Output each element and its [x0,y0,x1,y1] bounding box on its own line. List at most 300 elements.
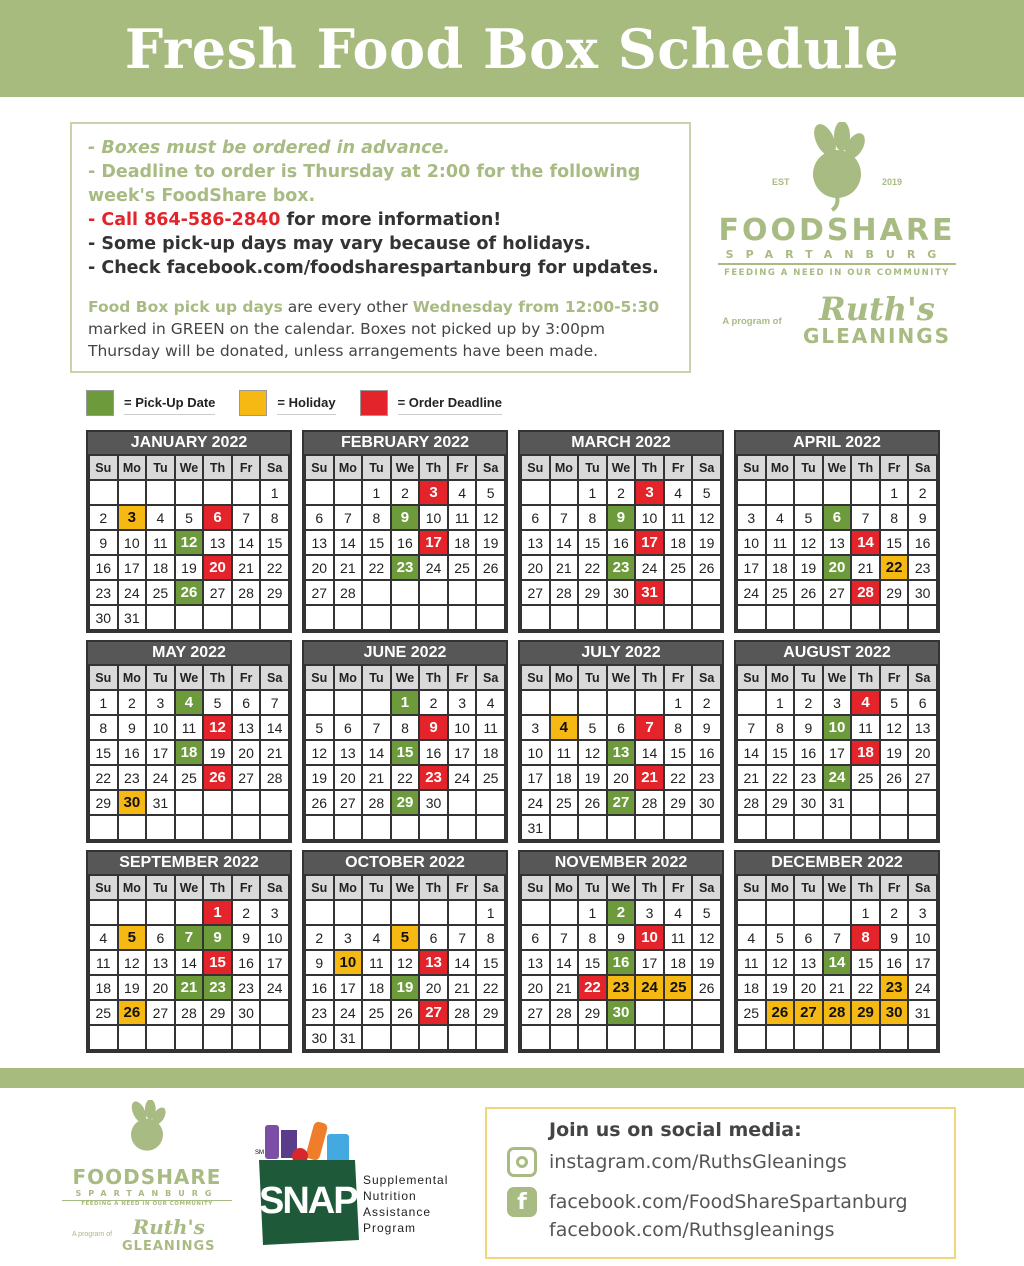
day-cell: 1 [578,480,607,505]
week-row [305,555,505,580]
day-cell: 22 [391,765,420,790]
week-row [737,975,937,1000]
empty-cell [607,690,636,715]
month-calendar [86,850,292,1053]
empty-cell [175,900,204,925]
deadline-day-cell: 10 [635,925,664,950]
empty-cell [232,480,261,505]
month-title: MAY 2022 [88,642,290,664]
day-cell: 22 [260,555,289,580]
day-cell: 7 [448,925,477,950]
week-row [521,950,721,975]
day-cell: 9 [794,715,823,740]
empty-cell [203,1025,232,1050]
day-cell: 27 [203,580,232,605]
day-cell: 5 [692,480,721,505]
empty-cell [232,815,261,840]
deadline-day-cell: 7 [635,715,664,740]
weekday-header: Mo [550,875,579,900]
week-row [89,715,289,740]
holiday-day-cell: 22 [880,555,909,580]
day-cell: 25 [89,1000,118,1025]
pickup-day-cell: 9 [203,925,232,950]
day-cell: 30 [794,790,823,815]
empty-cell [794,480,823,505]
instagram-icon [507,1147,537,1177]
day-cell: 12 [692,925,721,950]
weekday-header: Tu [146,875,175,900]
day-cell: 24 [635,555,664,580]
day-cell: 16 [118,740,147,765]
day-cell: 27 [521,1000,550,1025]
day-cell: 19 [692,530,721,555]
empty-cell [146,815,175,840]
day-cell: 26 [391,1000,420,1025]
empty-cell [118,815,147,840]
day-cell: 20 [146,975,175,1000]
day-cell: 11 [851,715,880,740]
foodshare-logo-small: FOODSHARE SPARTANBURG FEEDING A NEED IN OUR COMMUNITY A program of Ruth's GLEANINGS [62,1100,232,1254]
day-cell: 17 [334,975,363,1000]
empty-cell [823,900,852,925]
empty-cell [635,605,664,630]
day-cell: 27 [908,765,937,790]
empty-cell [448,1025,477,1050]
empty-cell [851,480,880,505]
pickup-day-cell: 24 [823,765,852,790]
day-cell: 8 [89,715,118,740]
day-cell: 24 [908,975,937,1000]
empty-cell [766,605,795,630]
pickup-day-cell: 19 [391,975,420,1000]
holiday-day-cell: 29 [851,1000,880,1025]
day-cell: 2 [118,690,147,715]
week-row [89,480,289,505]
empty-cell [89,1025,118,1050]
facebook-link[interactable]: facebook.com/FoodShareSpartanburg [549,1191,908,1213]
day-cell: 25 [362,1000,391,1025]
empty-cell [476,605,505,630]
day-cell: 13 [794,950,823,975]
deadline-day-cell: 13 [419,950,448,975]
empty-cell [823,480,852,505]
day-cell: 8 [391,715,420,740]
empty-cell [664,580,693,605]
day-cell: 20 [908,740,937,765]
deadline-day-cell: 12 [203,715,232,740]
day-cell: 30 [607,580,636,605]
day-cell: 23 [692,765,721,790]
day-cell: 24 [521,790,550,815]
day-cell: 28 [260,765,289,790]
day-cell: 15 [476,950,505,975]
day-cell: 15 [89,740,118,765]
month-calendar [302,430,508,633]
weekday-header: Sa [476,665,505,690]
week-row [737,480,937,505]
day-cell: 26 [305,790,334,815]
day-cell: 5 [476,480,505,505]
day-cell: 26 [794,580,823,605]
day-cell: 16 [880,950,909,975]
day-cell: 6 [146,925,175,950]
day-cell: 4 [737,925,766,950]
week-row [89,530,289,555]
weekday-header: Tu [362,455,391,480]
weekday-header: Th [851,875,880,900]
pickup-day-cell: 2 [607,900,636,925]
empty-cell [305,480,334,505]
weekday-header: Th [203,875,232,900]
empty-cell [737,900,766,925]
day-cell: 13 [232,715,261,740]
empty-cell [607,605,636,630]
weekday-header: Mo [334,665,363,690]
day-cell: 21 [550,555,579,580]
day-cell: 29 [664,790,693,815]
weekday-header: Fr [448,455,477,480]
day-cell: 2 [607,480,636,505]
facebook-link[interactable]: facebook.com/Ruthsgleanings [549,1219,835,1241]
week-row [305,715,505,740]
day-cell: 20 [232,740,261,765]
week-row [89,900,289,925]
day-cell: 7 [737,715,766,740]
day-cell: 14 [635,740,664,765]
day-cell: 12 [794,530,823,555]
pickup-info: Food Box pick up days are every other Wednesday from 12:00-5:30 marked in GREEN on the calendar. Boxes not picked up by 3:00pm Thursday will be donated, unless arrangements have been made. [88,298,660,360]
day-cell: 25 [175,765,204,790]
week-row [89,975,289,1000]
day-cell: 21 [448,975,477,1000]
day-cell: 8 [362,505,391,530]
empty-cell [175,815,204,840]
day-cell: 9 [118,715,147,740]
empty-cell [146,480,175,505]
empty-cell [203,815,232,840]
weekday-header: We [391,665,420,690]
day-cell: 5 [175,505,204,530]
day-cell: 23 [89,580,118,605]
weekday-header: Fr [664,455,693,480]
day-cell: 29 [476,1000,505,1025]
holiday-day-cell: 26 [118,1000,147,1025]
empty-cell [175,480,204,505]
empty-cell [175,605,204,630]
weekday-header: We [823,455,852,480]
week-row [521,900,721,925]
empty-cell [737,815,766,840]
day-cell: 29 [203,1000,232,1025]
empty-cell [823,815,852,840]
day-cell: 11 [766,530,795,555]
weekday-header: Su [305,665,334,690]
empty-cell [334,900,363,925]
deadline-day-cell: 20 [203,555,232,580]
empty-cell [203,480,232,505]
day-cell: 23 [118,765,147,790]
day-cell: 12 [305,740,334,765]
weekday-header: Fr [880,665,909,690]
day-cell: 16 [391,530,420,555]
deadline-day-cell: 15 [203,950,232,975]
week-row [89,505,289,530]
day-cell: 1 [851,900,880,925]
week-row [305,900,505,925]
holiday-day-cell: 5 [118,925,147,950]
holiday-day-cell: 24 [635,975,664,1000]
instagram-link[interactable]: instagram.com/RuthsGleanings [549,1151,847,1173]
day-cell: 1 [260,480,289,505]
day-cell: 10 [260,925,289,950]
week-row [305,580,505,605]
month-title: NOVEMBER 2022 [520,852,722,874]
day-cell: 18 [664,950,693,975]
weekday-header: We [391,455,420,480]
deadline-day-cell: 17 [635,530,664,555]
weekday-header: Mo [766,875,795,900]
month-calendar [734,430,940,633]
day-cell: 10 [908,925,937,950]
day-cell: 12 [391,950,420,975]
day-cell: 19 [305,765,334,790]
empty-cell [89,815,118,840]
info-box [70,122,691,373]
day-cell: 4 [476,690,505,715]
social-title: Join us on social media: [549,1119,802,1141]
day-cell: 8 [260,505,289,530]
day-cell: 21 [260,740,289,765]
empty-cell [448,605,477,630]
week-row [305,740,505,765]
day-cell: 25 [664,555,693,580]
day-cell: 14 [448,950,477,975]
empty-cell [334,690,363,715]
week-row [737,580,937,605]
week-row [305,790,505,815]
month-calendar [86,640,292,843]
day-cell: 27 [334,790,363,815]
day-cell: 18 [89,975,118,1000]
day-cell: 8 [578,925,607,950]
week-row [737,530,937,555]
empty-cell [203,790,232,815]
empty-cell [794,900,823,925]
month-title: MARCH 2022 [520,432,722,454]
pickup-day-cell: 30 [607,1000,636,1025]
day-cell: 3 [823,690,852,715]
day-cell: 28 [334,580,363,605]
weekday-header: Mo [550,455,579,480]
weekday-header: Fr [232,875,261,900]
weekday-header: Th [419,875,448,900]
month-calendar [518,850,724,1053]
day-cell: 4 [89,925,118,950]
empty-cell [305,605,334,630]
empty-cell [391,605,420,630]
page-title: Fresh Food Box Schedule [124,16,900,81]
day-cell: 21 [823,975,852,1000]
day-cell: 29 [766,790,795,815]
empty-cell [692,1025,721,1050]
day-cell: 2 [232,900,261,925]
day-cell: 29 [578,1000,607,1025]
holiday-day-cell: 25 [664,975,693,1000]
day-cell: 5 [880,690,909,715]
day-cell: 31 [118,605,147,630]
weekday-header: Mo [550,665,579,690]
day-cell: 10 [521,740,550,765]
day-cell: 24 [146,765,175,790]
empty-cell [664,1000,693,1025]
day-cell: 5 [203,690,232,715]
week-row [521,605,721,630]
holiday-day-cell: 27 [794,1000,823,1025]
month-calendar [302,850,508,1053]
weekday-header: Su [521,875,550,900]
empty-cell [794,605,823,630]
weekday-header: Sa [908,665,937,690]
weekday-header: Fr [448,665,477,690]
day-cell: 21 [362,765,391,790]
empty-cell [635,1025,664,1050]
holiday-day-cell: 23 [880,975,909,1000]
day-cell: 20 [334,765,363,790]
deadline-day-cell: 3 [419,480,448,505]
day-cell: 5 [692,900,721,925]
day-cell: 12 [578,740,607,765]
day-cell: 18 [476,740,505,765]
day-cell: 13 [521,950,550,975]
pickup-day-cell: 27 [607,790,636,815]
week-row [521,1000,721,1025]
holiday-day-cell: 30 [118,790,147,815]
day-cell: 18 [766,555,795,580]
week-row [305,975,505,1000]
week-row [521,815,721,840]
day-cell: 24 [419,555,448,580]
info-line: - Check facebook.com/foodsharespartanburg for updates. [88,258,659,278]
weekday-header: Th [635,665,664,690]
day-cell: 27 [232,765,261,790]
empty-cell [175,790,204,815]
day-cell: 25 [448,555,477,580]
day-cell: 30 [89,605,118,630]
pickup-day-cell: 21 [175,975,204,1000]
week-row [737,1000,937,1025]
weekday-header: Fr [664,665,693,690]
weekday-header: Fr [880,455,909,480]
empty-cell [521,480,550,505]
day-cell: 31 [823,790,852,815]
deadline-day-cell: 31 [635,580,664,605]
empty-cell [578,690,607,715]
week-row [89,765,289,790]
day-cell: 17 [635,950,664,975]
empty-cell [880,815,909,840]
weekday-header: Su [89,665,118,690]
day-cell: 24 [448,765,477,790]
day-cell: 28 [737,790,766,815]
day-cell: 30 [232,1000,261,1025]
social-media-box [485,1107,956,1259]
day-cell: 25 [550,790,579,815]
day-cell: 2 [391,480,420,505]
day-cell: 28 [175,1000,204,1025]
day-cell: 6 [794,925,823,950]
day-cell: 19 [578,765,607,790]
day-cell: 16 [232,950,261,975]
pickup-day-cell: 18 [175,740,204,765]
empty-cell [908,1025,937,1050]
day-cell: 30 [908,580,937,605]
weekday-header: Mo [118,875,147,900]
day-cell: 14 [175,950,204,975]
empty-cell [521,605,550,630]
day-cell: 22 [766,765,795,790]
day-cell: 7 [823,925,852,950]
day-cell: 15 [260,530,289,555]
empty-cell [419,580,448,605]
empty-cell [737,690,766,715]
month-title: SEPTEMBER 2022 [88,852,290,874]
day-cell: 27 [823,580,852,605]
pickup-day-cell: 23 [203,975,232,1000]
day-cell: 25 [737,1000,766,1025]
weekday-header: Fr [880,875,909,900]
day-cell: 24 [260,975,289,1000]
day-cell: 3 [737,505,766,530]
weekday-header: We [175,665,204,690]
day-cell: 16 [607,530,636,555]
pickup-day-cell: 4 [175,690,204,715]
day-cell: 1 [476,900,505,925]
day-cell: 13 [823,530,852,555]
pickup-day-cell: 16 [607,950,636,975]
day-cell: 6 [305,505,334,530]
week-row [737,950,937,975]
day-cell: 19 [766,975,795,1000]
week-row [521,765,721,790]
day-cell: 22 [476,975,505,1000]
day-cell: 17 [146,740,175,765]
day-cell: 20 [521,555,550,580]
weekday-header: Tu [578,875,607,900]
deadline-day-cell: 9 [419,715,448,740]
day-cell: 11 [664,505,693,530]
day-cell: 16 [692,740,721,765]
weekday-header: Tu [362,665,391,690]
day-cell: 26 [692,975,721,1000]
weekday-header: Su [305,875,334,900]
empty-cell [476,580,505,605]
empty-cell [362,900,391,925]
holiday-day-cell: 5 [391,925,420,950]
day-cell: 17 [908,950,937,975]
weekday-header: Su [89,455,118,480]
deadline-day-cell: 1 [203,900,232,925]
empty-cell [118,1025,147,1050]
day-cell: 1 [766,690,795,715]
weekday-header: We [823,875,852,900]
day-cell: 2 [908,480,937,505]
empty-cell [146,1025,175,1050]
week-row [521,580,721,605]
empty-cell [550,900,579,925]
day-cell: 14 [362,740,391,765]
empty-cell [419,1025,448,1050]
empty-cell [692,605,721,630]
